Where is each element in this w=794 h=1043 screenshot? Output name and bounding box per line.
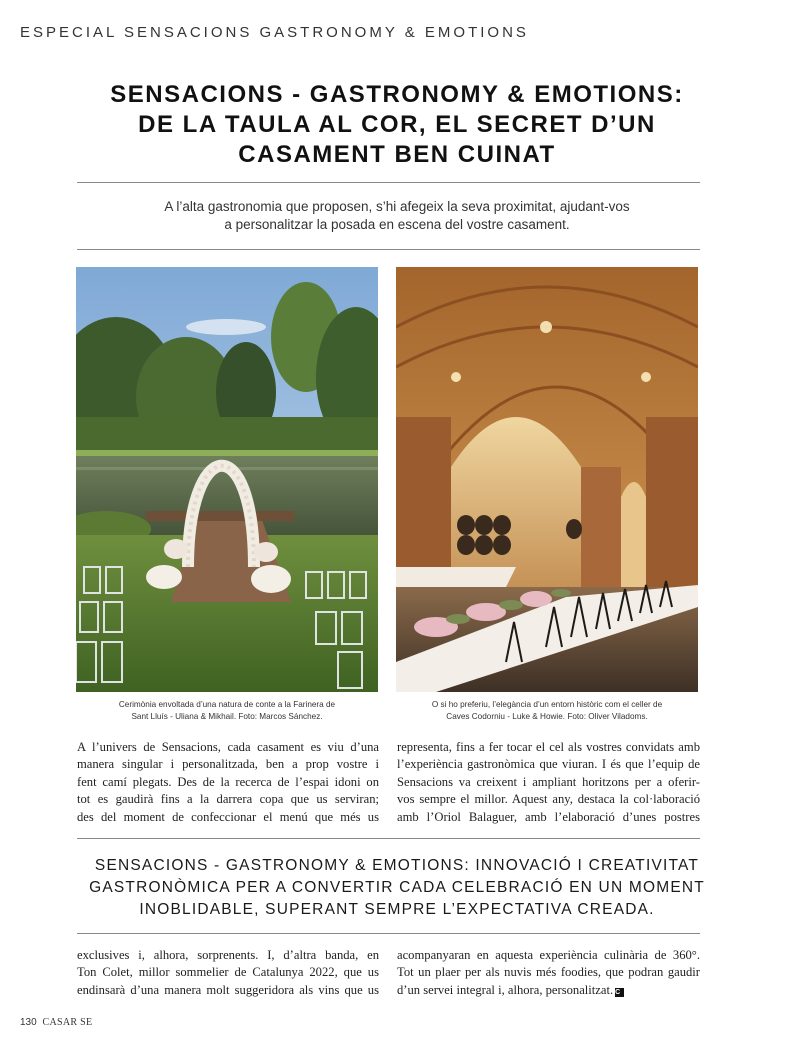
- ceremony-photo-illustration: [76, 267, 378, 692]
- magazine-logo: CASAR SE: [42, 1017, 93, 1028]
- body-line: Ton Colet, millor sommelier de Catalunya 2022, que us: [77, 965, 379, 980]
- body-line: exclusives i, alhora, sorprenents. I, d’altra banda, en: [77, 948, 379, 962]
- body-line: A l’univers de Sensacions, cada casament es viu d’una: [77, 740, 379, 754]
- cellar-banquet-illustration: [396, 267, 698, 692]
- body-line: representa, fins a fer tocar el cel als vostres convidats amb: [397, 740, 700, 754]
- quote-line: GASTRONÒMICA PER A CONVERTIR CADA CELEBRACIÓ EN UN MOMENT: [89, 879, 705, 896]
- ceremony-photo-caption: [76, 699, 378, 723]
- quote-top-divider: [77, 838, 700, 839]
- end-of-article-icon: C: [615, 988, 624, 997]
- body-line: vos sempre el millor. Aquest any, destaca la col·laboració: [397, 792, 700, 807]
- section-header: ESPECIAL SENSACIONS GASTRONOMY & EMOTIONS: [20, 24, 529, 41]
- title-line: CASAMENT BEN CUINAT: [238, 141, 556, 168]
- title-line: SENSACIONS - GASTRONOMY & EMOTIONS:: [110, 81, 684, 108]
- body-line: amb l’Oriol Balaguer, amb l’elaboració d’unes postres: [397, 809, 700, 824]
- body-column-left-top: [77, 739, 379, 826]
- page-folio: [20, 1017, 92, 1028]
- title-line: DE LA TAULA AL COR, EL SECRET D’UN: [138, 111, 656, 138]
- body-line-final: [397, 982, 700, 999]
- body-column-left-bottom: [77, 947, 379, 999]
- intro-line: A l’alta gastronomia que proposen, s’hi afegeix la seva proximitat, ajudant-vos: [164, 199, 630, 214]
- quote-bottom-divider: [77, 933, 700, 934]
- body-line: Tot un plaer per als nuvis més foodies, que podran gaudir: [397, 965, 700, 980]
- article-title: [60, 80, 734, 170]
- intro-text: [110, 198, 684, 234]
- body-line: Sensacions va creixent i ampliant horitzons per a oferir-: [397, 774, 700, 789]
- pull-quote: [60, 855, 734, 921]
- body-line: fent camí plegats. Des de la recerca de l’espai idoni on: [77, 774, 379, 789]
- title-divider: [77, 182, 700, 183]
- body-line: des del moment de confeccionar el menú que més us: [77, 809, 379, 824]
- body-line: endinsarà d’una manera molt suggeridora als vins que us: [77, 982, 379, 997]
- caption-line: Sant Lluís - Uliana & Mikhail. Foto: Marcos Sánchez.: [131, 712, 323, 721]
- quote-line: SENSACIONS - GASTRONOMY & EMOTIONS: INNOVACIÓ I CREATIVITAT: [94, 857, 700, 874]
- ceremony-photo: [76, 267, 378, 692]
- caption-line: O si ho preferiu, l’elegància d’un entorn històric com el celler de: [431, 700, 663, 709]
- intro-divider: [77, 249, 700, 250]
- quote-line: INOBLIDABLE, SUPERANT SEMPRE L’EXPECTATIVA CREADA.: [139, 901, 655, 918]
- body-column-right-bottom: [397, 947, 700, 999]
- body-line: manera singular i personalitzada, ben a prop vostre i: [77, 757, 379, 772]
- caption-line: Cerimònia envoltada d’una natura de conte a la Farinera de: [118, 700, 336, 709]
- caption-line: Caves Codorniu - Luke & Howie. Foto: Oliver Viladoms.: [446, 712, 648, 721]
- page-number: 130: [20, 1017, 37, 1028]
- body-line-text: d’un servei integral i, alhora, personalitzat.: [397, 982, 614, 997]
- intro-line: a personalitzar la posada en escena del vostre casament.: [224, 217, 570, 232]
- body-column-right-top: [397, 739, 700, 826]
- body-line: tot es gaudirà fins a la darrera copa que us serviran;: [77, 792, 379, 807]
- body-line: l’experiència gastronòmica que viuran. I és que l’equip de: [397, 757, 700, 772]
- cellar-photo-caption: [396, 699, 698, 723]
- cellar-banquet-photo: [396, 267, 698, 692]
- body-line: acompanyaran en aquesta experiència culinària de 360°.: [397, 948, 700, 962]
